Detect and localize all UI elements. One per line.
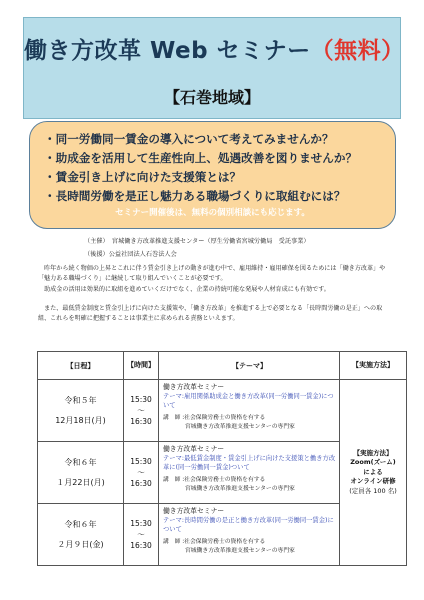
session-theme	[159, 442, 340, 504]
session-theme	[159, 380, 340, 442]
table-row	[38, 380, 407, 442]
method-online: オンライン研修	[350, 477, 396, 486]
time-start: 15:30	[130, 395, 152, 404]
title-banner	[23, 17, 405, 119]
method-capacity: (定員各 100 名)	[349, 486, 397, 495]
organizer-support: （後援）公益社団法人石巻法人会	[84, 251, 177, 258]
bullet-item: ・長時間労働を是正し魅力ある職場づくりに取組むには？	[44, 189, 346, 203]
schedule-table	[37, 351, 407, 566]
session-time	[124, 442, 159, 504]
lecturer-text: 講 師 :社会保険労務士の資格を有する	[163, 477, 266, 483]
date-day: ２月９日(金)	[57, 539, 104, 549]
intro-paragraph-2: また、最低賃金制度と賃金引上げに向けた支援策や、「働き方改革」を推進する上で必要となる「長時間労働の是正」への取組、これらを明確に把握することは事業主に求められる責務といえます。	[38, 305, 383, 323]
time-start: 15:30	[130, 457, 152, 466]
method-zoom: Zoom(ズーム)	[350, 458, 396, 467]
date-year: 令和６年	[64, 457, 97, 467]
header-method: 【実施方法】	[340, 352, 407, 380]
lecturer-text: 講 師 :社会保険労務士の資格を有する	[163, 539, 266, 545]
date-year: 令和５年	[64, 395, 97, 405]
header-time: 【時間】	[124, 352, 159, 380]
bullet-item: ・助成金を活用して生産性向上、処遇改善を図りませんか？	[44, 151, 358, 165]
date-day: １月22日(月)	[56, 477, 105, 487]
date-day: 12月18日(月)	[55, 415, 106, 425]
time-separator: ～	[137, 468, 145, 477]
theme-text: テーマ:長時間労働の是正と働き方改革(同一労働同一賃金)について	[163, 517, 334, 533]
bullet-item: ・賃金引き上げに向けた支援策とは？	[44, 170, 242, 184]
session-date	[38, 442, 124, 504]
seminar-title: 働き方改革セミナー	[163, 507, 225, 515]
time-end: 16:30	[130, 541, 152, 550]
time-separator: ～	[137, 406, 145, 415]
title-main: 働き方改革 Web セミナー	[24, 38, 311, 64]
session-theme	[159, 504, 340, 566]
time-start: 15:30	[130, 519, 152, 528]
time-separator: ～	[137, 530, 145, 539]
bullet-list	[44, 130, 357, 206]
method-heading: 【実施方法】	[353, 448, 393, 457]
page-title	[24, 32, 405, 65]
title-free-label: （無料）	[310, 38, 405, 64]
lecturer-text: 講 師 :社会保険労務士の資格を有する	[163, 415, 266, 421]
session-date	[38, 504, 124, 566]
theme-text: テーマ:最低賃金制度・賃金引上げに向けた支援策と働き方改革に(同一労働同一賃金)ついて	[163, 455, 336, 471]
header-date: 【日程】	[38, 352, 124, 380]
lecturer-org: 宮城働き方改革推進支援センターの専門家	[185, 423, 295, 430]
theme-text: テーマ:雇用関係助成金と働き方改革(同一労働同一賃金)について	[163, 393, 334, 409]
method-cell	[340, 380, 407, 566]
header-theme: 【テーマ】	[159, 352, 340, 380]
seminar-title: 働き方改革セミナー	[163, 445, 225, 453]
bullet-item: ・同一労働同一賃金の導入について考えてみませんか？	[44, 132, 334, 146]
date-year: 令和６年	[64, 519, 97, 529]
session-time	[124, 504, 159, 566]
table-header-row	[38, 352, 407, 380]
method-by: による	[363, 467, 383, 476]
organizer-host: （主催） 宮城働き方改革推進支援センター（厚生労働省宮城労働局 受託事業）	[84, 238, 310, 245]
lecturer-org: 宮城働き方改革推進支援センターの専門家	[185, 485, 295, 492]
time-end: 16:30	[130, 417, 152, 426]
lecturer-org: 宮城働き方改革推進支援センターの専門家	[185, 547, 295, 554]
session-time	[124, 380, 159, 442]
bullet-panel	[29, 121, 396, 229]
session-date	[38, 380, 124, 442]
consultation-note: セミナー開催後は、無料の個別相談にも応じます。	[115, 208, 310, 218]
time-end: 16:30	[130, 479, 152, 488]
intro-paragraph-1: 昨年から続く物価の上昇とこれに伴う賃金引き上げの動きが進む中で、雇用維持・雇用確保を図るためには「働き方改革」や「魅力ある職場づくり」に継続して取り組んでいくことが必要です。 助成金の活用は効果的に取組を進めていくだけでなく、企業の持続可能な発展や人材育成にも有効です。	[38, 265, 386, 293]
region-label: 【石巻地域】	[163, 88, 260, 107]
seminar-title: 働き方改革セミナー	[163, 383, 225, 391]
